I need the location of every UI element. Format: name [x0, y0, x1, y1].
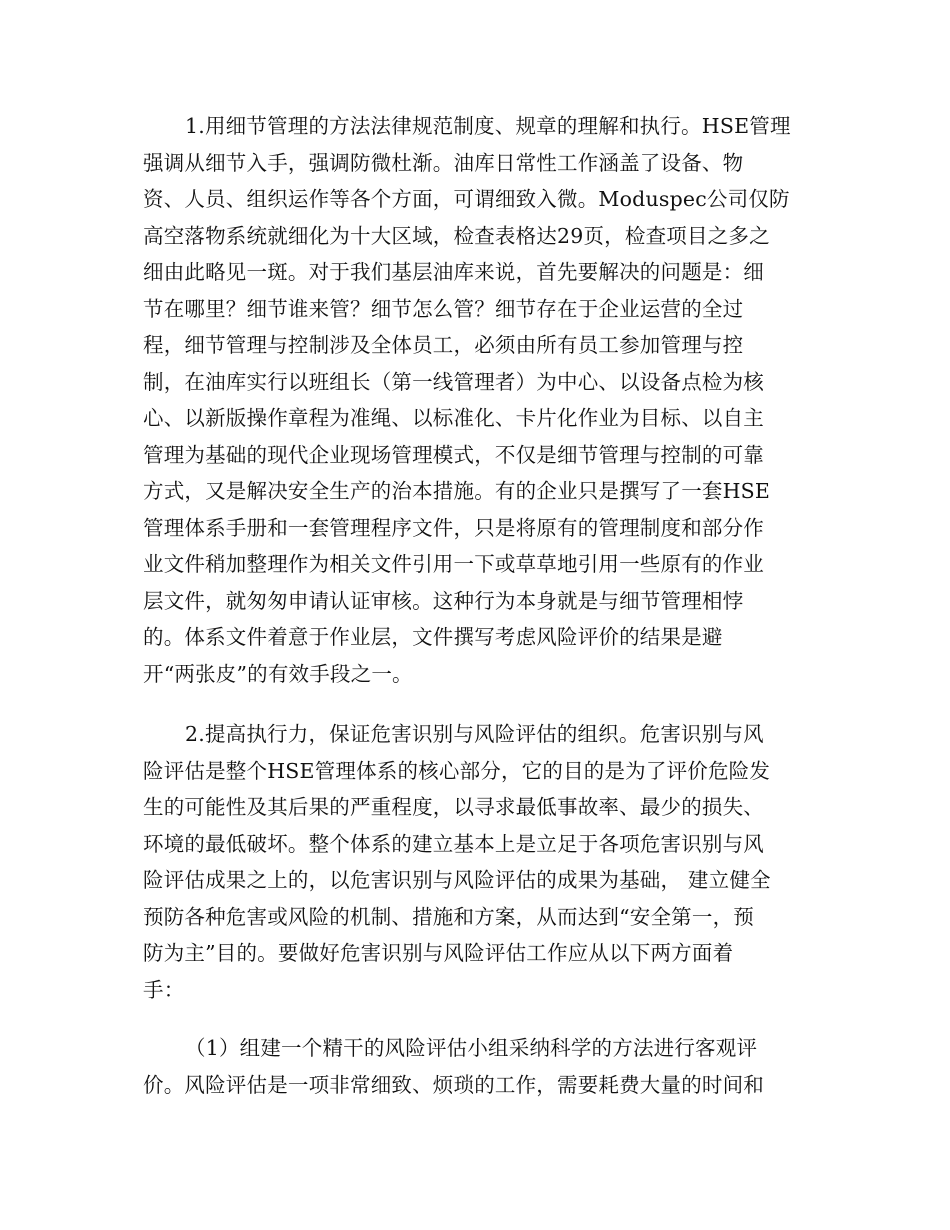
text-line: 管理为基础的现代企业现场管理模式，不仅是细节管理与控制的可靠 [143, 442, 764, 467]
text-line: 心、以新版操作章程为准绳、以标准化、卡片化作业为目标、以自主 [143, 406, 764, 430]
text-line: 层文件，就匆匆申请认证审核。这种行为本身就是与细节管理相悖 [143, 588, 744, 613]
text-line: （1）组建一个精干的风险评估小组采纳科学的方法进行客观评 [185, 1036, 758, 1060]
text-line: 管理体系手册和一套管理程序文件，只是将原有的管理制度和部分作 [143, 515, 764, 540]
text-line: 险评估是整个HSE管理体系的核心部分，它的目的是为了评价危险发 [143, 758, 771, 783]
text-line: 资、人员、组织运作等各个方面，可谓细致入微。Moduspec公司仅防 [143, 187, 790, 211]
text-line: 业文件稍加整理作为相关文件引用一下或草草地引用一些原有的作业 [143, 552, 764, 576]
text-line: 环境的最低破坏。整个体系的建立基本上是立足于各项危害识别与风 [143, 831, 764, 856]
text-line: 开“两张皮”的有效手段之一。 [143, 661, 413, 686]
text-line: 的。体系文件着意于作业层，文件撰写考虑风险评价的结果是避 [143, 625, 723, 649]
text-line: 1.用细节管理的方法法律规范制度、规章的理解和执行。HSE管理 [185, 114, 791, 138]
text-line: 预防各种危害或风险的机制、措施和方案，从而达到“安全第一，预 [143, 904, 754, 929]
text-line: 强调从细节入手，强调防微杜渐。油库日常性工作涵盖了设备、物 [143, 150, 744, 175]
text-line: 高空落物系统就细化为十大区域，检查表格达29页，检查项目之多之 [143, 223, 770, 248]
text-line: 价。风险评估是一项非常细致、烦琐的工作，需要耗费大量的时间和 [143, 1072, 764, 1097]
paragraph-1 [143, 108, 813, 692]
text-line: 节在哪里？细节谁来管？细节怎么管？细节存在于企业运营的全过 [143, 296, 744, 321]
text-line: 2.提高执行力，保证危害识别与风险评估的组织。危害识别与风 [185, 722, 764, 746]
text-line: 防为主”目的。要做好危害识别与风险评估工作应从以下两方面着 [143, 941, 734, 965]
text-line: 险评估成果之上的，以危害识别与风险评估的成果为基础， 建立健全 [143, 868, 771, 892]
text-line: 生的可能性及其后果的严重程度，以寻求最低事故率、最少的损失、 [143, 795, 764, 819]
text-line: 手： [143, 977, 185, 1002]
text-line: 制，在油库实行以班组长（第一线管理者）为中心、以设备点检为核 [143, 369, 764, 394]
text-line: 方式，又是解决安全生产的治本措施。有的企业只是撰写了一套HSE [143, 479, 771, 503]
paragraph-2 [143, 716, 813, 1008]
text-line: 细由此略见一斑。对于我们基层油库来说，首先要解决的问题是：细 [143, 260, 764, 284]
text-line: 程，细节管理与控制涉及全体员工，必须由所有员工参加管理与控 [143, 333, 744, 357]
paragraph-3 [143, 1030, 813, 1103]
